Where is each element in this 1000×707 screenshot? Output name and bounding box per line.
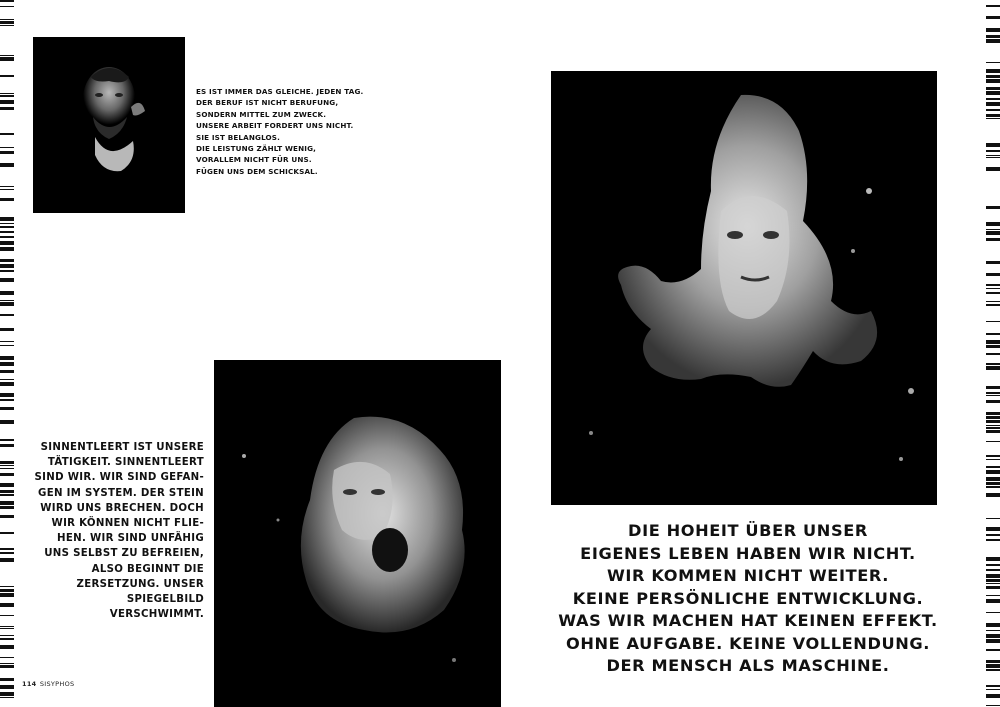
edge-stripe [986,400,1000,403]
edge-stripe [986,102,1000,106]
edge-stripe [0,362,14,366]
edge-stripe [0,25,14,26]
edge-stripe [0,345,14,346]
edge-stripes-right [986,0,1000,707]
edge-stripe [0,291,14,295]
photo-portrait-large [551,71,937,505]
edge-stripe [0,278,14,282]
edge-stripe [986,273,1000,276]
body-line: SINNENTLEERT IST UNSERE [40,442,204,453]
body-line: ZERSETZUNG. UNSER [76,578,204,590]
quote-line: WIR KOMMEN NICHT WEITER. [606,566,890,585]
body-line: SIND WIR. WIR SIND GEFAN- [34,472,204,484]
edge-stripe [0,328,14,331]
edge-stripe [0,259,14,262]
edge-stripe [986,412,1000,415]
edge-stripe [0,55,14,56]
edge-stripe [986,143,1000,147]
edge-stripe [986,229,1000,230]
edge-stripe [986,118,1000,119]
edge-stripe [986,583,1000,584]
edge-stripe [0,95,14,97]
edge-stripe [986,660,1000,663]
page-folio [22,680,74,688]
edge-stripe [0,21,14,24]
edge-stripe [0,678,14,681]
edge-stripe [0,548,14,550]
photo-portrait-medium [214,360,501,707]
edge-stripe [986,527,1000,531]
edge-stripe [0,663,14,664]
edge-stripe [986,420,1000,423]
edge-stripe [986,109,1000,111]
edge-stripe [986,459,1000,460]
edge-stripe [0,626,14,627]
edge-stripe [986,689,1000,690]
edge-stripe [986,630,1000,631]
edge-stripe [0,189,14,190]
edge-stripe [986,353,1000,355]
edge-stripe [986,39,1000,43]
edge-stripe [986,569,1000,571]
edge-stripe [986,35,1000,38]
edge-stripe [0,341,14,342]
edge-stripe [0,198,14,201]
body-line: ALSO BEGINNT DIE [91,563,204,575]
edge-stripe [0,133,14,135]
edge-stripe [0,628,14,629]
edge-stripe [986,539,1000,541]
edge-stripe [986,75,1000,78]
edge-stripe [986,363,1000,365]
quote-line: WAS WIR MACHEN HAT KEINEN EFFEKT. [558,611,938,630]
edge-stripe [986,238,1000,241]
edge-stripe [0,692,14,696]
edge-stripe [0,151,14,154]
quote-line: DER MENSCH ALS MASCHINE. [606,656,890,675]
edge-stripe [0,501,14,505]
edge-stripe [0,473,14,476]
edge-stripe [0,302,14,306]
edge-stripe [986,392,1000,394]
quote-line: DIE HOHEIT ÜBER UNSER [628,521,868,540]
edge-stripe [986,292,1000,294]
body-line: GEN IM SYSTEM. DER STEIN [38,487,204,499]
edge-stripe [0,379,14,380]
edge-stripe [986,534,1000,536]
edge-stripe [0,231,14,233]
edge-stripe [986,386,1000,389]
intro-line: FÜGEN UNS DEM SCHICKSAL. [196,166,318,176]
edge-stripe [986,518,1000,519]
edge-stripe [986,222,1000,226]
edge-stripe [986,167,1000,171]
edge-stripe [986,340,1000,344]
edge-stripe [986,288,1000,289]
edge-stripe [0,420,14,424]
edge-stripe [986,623,1000,627]
photo-portrait-small [33,37,185,213]
edge-stripe [986,301,1000,302]
quote-line: OHNE AUFGABE. KEINE VOLLENDUNG. [565,633,931,653]
edge-stripe [986,574,1000,578]
edge-stripe [0,270,14,272]
edge-stripe [0,490,14,493]
edge-stripe [986,649,1000,651]
edge-stripe [986,416,1000,419]
edge-stripe [986,557,1000,561]
edge-stripe [0,264,14,268]
edge-stripe [0,638,14,640]
quote-line: KEINE PERSÖNLICHE ENTWICKLUNG. [572,588,924,608]
edge-stripe [986,441,1000,442]
edge-stripe [986,466,1000,468]
edge-stripe [986,685,1000,687]
edge-stripe [986,366,1000,370]
edge-stripe [986,69,1000,73]
edge-stripe [0,0,14,2]
edge-stripe [986,79,1000,83]
edge-stripe [986,206,1000,209]
edge-stripe [0,439,14,441]
edge-stripe [986,586,1000,589]
edge-stripe [986,321,1000,322]
edge-stripe [0,615,14,616]
edge-stripe [0,586,14,587]
edge-stripe [0,506,14,509]
edge-stripe [986,493,1000,497]
edge-stripe [986,345,1000,348]
edge-stripe [986,284,1000,286]
edge-stripe [0,589,14,592]
edge-stripe [0,494,14,496]
edge-stripe [986,150,1000,152]
edge-stripe [0,657,14,658]
edge-stripe [0,356,14,360]
edge-stripe [986,634,1000,638]
edge-stripe [0,57,14,61]
edge-stripe [0,552,14,554]
edge-stripe [0,241,14,245]
magazine-name: SISYPHOS [39,680,75,688]
edge-stripe [0,685,14,689]
edge-stripe [986,599,1000,603]
edge-stripe [986,705,1000,706]
pull-quote [520,520,976,678]
edge-stripe [0,697,14,698]
edge-stripe [0,19,14,20]
edge-stripe [0,558,14,562]
edge-stripe [986,28,1000,32]
edge-stripe [986,395,1000,396]
body-line: WIR KÖNNEN NICHT FLIE- [51,518,204,530]
body-line: HEN. WIR SIND UNFÄHIG [57,533,204,545]
body-line: SPIEGELBILD [126,594,204,606]
edge-stripe [0,6,14,7]
edge-stripe [0,593,14,597]
intro-paragraph [196,86,363,177]
edge-stripe [0,147,14,148]
edge-stripe [986,427,1000,429]
edge-stripe [0,465,14,466]
edge-stripe [0,314,14,316]
intro-line: UNSERE ARBEIT FORDERT UNS NICHT. [196,121,354,131]
edge-stripe [986,486,1000,488]
intro-line: DER BERUF IST NICHT BERUFUNG, [196,98,339,108]
edge-stripe [0,483,14,487]
edge-stripe [0,300,14,301]
edge-stripe [986,157,1000,158]
edge-stripe [0,461,14,464]
edge-stripe [0,163,14,167]
edge-stripe [986,87,1000,90]
body-paragraph [24,440,204,622]
edge-stripe [0,603,14,607]
edge-stripe [0,382,14,386]
edge-stripe [986,595,1000,596]
edge-stripe [986,612,1000,613]
edge-stripe [986,482,1000,485]
edge-stripe [986,425,1000,426]
edge-stripe [0,370,14,373]
edge-stripe [0,107,14,110]
edge-stripe [0,399,14,401]
edge-stripe [986,91,1000,95]
edge-stripe [0,217,14,221]
edge-stripe [0,468,14,469]
edge-stripe [986,455,1000,457]
intro-line: VORALLEM NICHT FÜR UNS. [196,155,312,165]
edge-stripe [0,75,14,77]
body-line: TÄTIGKEIT. SINNENTLEERT [47,457,204,469]
edge-stripe [0,100,14,104]
edge-stripe [986,304,1000,306]
edge-stripe [986,98,1000,100]
edge-stripe [986,62,1000,63]
edge-stripe [0,226,14,228]
intro-line: SONDERN MITTEL ZUM ZWECK. [196,109,327,119]
page-number: 114 [22,680,37,688]
edge-stripe [986,564,1000,566]
edge-stripe [986,664,1000,668]
edge-stripe [986,430,1000,433]
edge-stripe [0,223,14,224]
edge-stripe [0,407,14,410]
edge-stripe [986,155,1000,156]
edge-stripe [986,669,1000,671]
edge-stripe [986,261,1000,264]
edge-stripe [0,186,14,187]
edge-stripe [986,470,1000,474]
edge-stripe [0,645,14,649]
edge-stripe [986,114,1000,117]
edge-stripe [0,444,14,447]
edge-stripe [986,231,1000,235]
edge-stripe [986,16,1000,19]
edge-stripe [986,694,1000,698]
quote-line: EIGENES LEBEN HABEN WIR NICHT. [580,543,916,563]
body-line: UNS SELBST ZU BEFREIEN, [44,548,204,560]
body-line: WIRD UNS BRECHEN. DOCH [40,502,204,514]
edge-stripe [0,393,14,397]
intro-line: SIE IST BELANGLOS. [196,132,281,142]
intro-line: DIE LEISTUNG ZÄHLT WENIG, [196,144,317,154]
intro-line: ES IST IMMER DAS GLEICHE. JEDEN TAG. [196,87,364,96]
edge-stripe [986,5,1000,7]
edge-stripe [0,247,14,251]
body-line: VERSCHWIMMT. [109,609,204,621]
edge-stripe [986,579,1000,582]
edge-stripe [986,477,1000,481]
edge-stripe [986,639,1000,643]
edge-stripe [0,93,14,94]
edge-stripe [0,532,14,534]
edge-stripe [0,665,14,668]
edge-stripe [0,236,14,238]
edge-stripe [0,515,14,518]
edge-stripes-left [0,0,14,707]
edge-stripe [0,635,14,636]
edge-stripe [986,333,1000,335]
